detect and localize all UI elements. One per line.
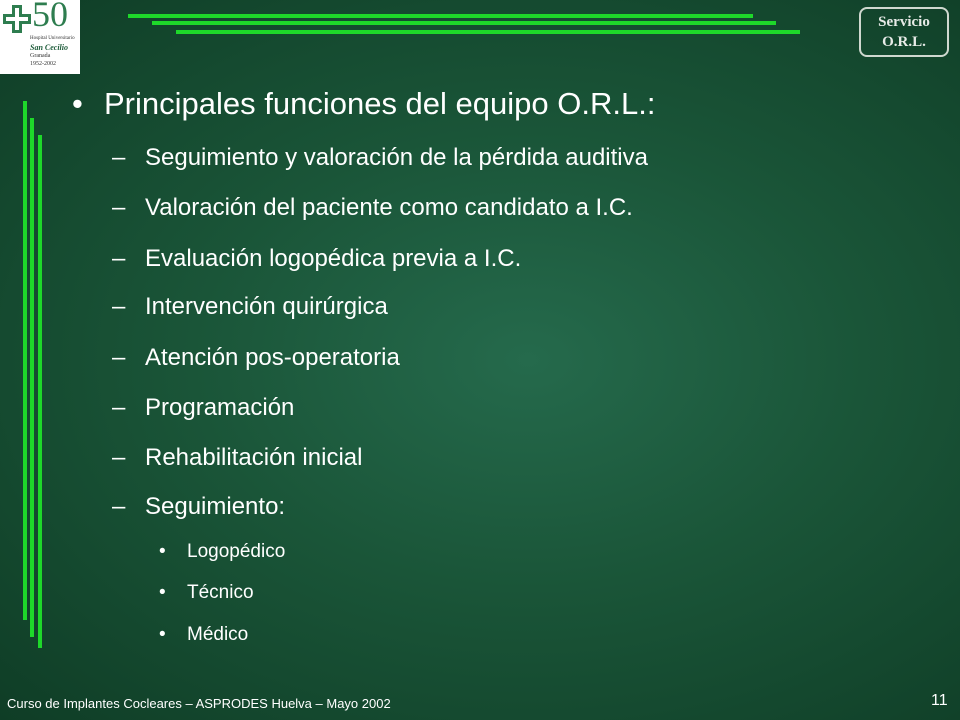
list-item-dash: – [112, 293, 126, 320]
list-item-text: Rehabilitación inicial [145, 444, 363, 471]
left-decor-line-1 [23, 101, 27, 620]
list-item-text: Atención pos-operatoria [145, 344, 400, 371]
sub-list-item-bullet: • [159, 541, 166, 562]
sub-list-item-text: Médico [187, 624, 249, 645]
sub-list-item [159, 624, 248, 646]
list-item-text: Intervención quirúrgica [145, 293, 388, 320]
list-item [112, 444, 362, 472]
sub-list-item [159, 582, 254, 604]
title-text: Principales funciones del equipo O.R.L.: [104, 86, 656, 121]
list-item-text: Seguimiento: [145, 493, 286, 520]
list-item [112, 394, 294, 422]
list-item-dash: – [112, 444, 126, 471]
sub-list-item-bullet: • [159, 624, 166, 645]
hospital-logo [0, 0, 80, 74]
logo-line-3: Granada [30, 53, 51, 59]
list-item-dash: – [112, 344, 126, 371]
logo-line-2: San Cecilio [30, 43, 69, 52]
list-item-dash: – [112, 245, 126, 272]
list-item-dash: – [112, 394, 126, 421]
sub-list-item-bullet: • [159, 582, 166, 603]
list-item-text: Valoración del paciente como candidato a I.C. [145, 194, 633, 221]
logo-line-1: Hospital Universitario [30, 36, 75, 41]
badge-line-1: Servicio [878, 14, 930, 30]
left-decor-line-2 [30, 118, 34, 637]
list-item-text: Evaluación logopédica previa a I.C. [145, 245, 522, 272]
sub-list-item-text: Logopédico [187, 541, 286, 562]
logo-anniversary-number: 50 [32, 0, 68, 34]
medical-cross-icon [2, 4, 32, 34]
logo-line-4: 1952-2002 [30, 61, 56, 67]
list-item-dash: – [112, 194, 126, 221]
list-item-text: Programación [145, 394, 295, 421]
list-item [112, 194, 633, 222]
list-item-dash: – [112, 144, 126, 171]
top-decor-line-2 [152, 21, 776, 25]
page-number: 11 [931, 692, 948, 709]
sub-list-item-text: Técnico [187, 582, 254, 603]
top-decor-line-3 [176, 30, 800, 34]
slide-title [72, 86, 655, 122]
service-badge [859, 7, 949, 57]
list-item-dash: – [112, 493, 126, 520]
badge-line-2: O.R.L. [882, 34, 926, 50]
left-decor-line-3 [38, 135, 42, 648]
list-item [112, 493, 285, 521]
list-item [112, 344, 400, 372]
list-item [112, 293, 388, 321]
title-bullet: • [72, 86, 83, 121]
slide-footer: Curso de Implantes Cocleares – ASPRODES Huelva – Mayo 2002 [7, 696, 391, 711]
list-item [112, 144, 648, 172]
list-item [112, 245, 521, 273]
top-decor-line-1 [128, 14, 753, 18]
list-item-text: Seguimiento y valoración de la pérdida auditiva [145, 144, 648, 171]
sub-list-item [159, 541, 285, 563]
